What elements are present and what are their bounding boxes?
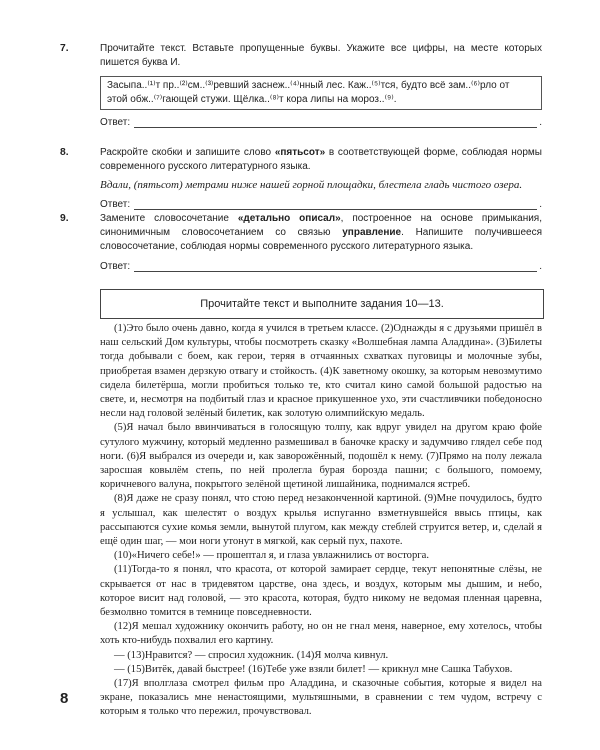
task-9-instruction bbox=[100, 212, 542, 254]
task-9-answer: Ответ: . bbox=[100, 261, 542, 272]
task-8-instruction-part-a: Раскройте скобки и запишите слово bbox=[100, 147, 275, 158]
task-7-instruction: Прочитайте текст. Вставьте пропущенные буквы. Укажите все цифры, на месте которых пишется буква И. bbox=[100, 43, 542, 68]
task-7-box-line-2: этой обж..⁽⁷⁾гающей стужи. Щёлка..⁽⁸⁾т кора липы на мороз..⁽⁹⁾. bbox=[107, 94, 397, 105]
task-9 bbox=[60, 212, 542, 274]
task-7 bbox=[60, 42, 542, 130]
task-7-answer-line[interactable] bbox=[134, 117, 537, 128]
task-8-answer: Ответ: . bbox=[100, 199, 542, 210]
task-8-instruction bbox=[100, 146, 542, 174]
task-7-box-line-1: Засыпа..⁽¹⁾т пр..⁽²⁾см..⁽³⁾ревший заснеж..⁽⁴⁾нный лес. Каж..⁽⁵⁾тся, будто всё зам..⁽⁶⁾рло от bbox=[107, 80, 510, 91]
paragraph: (5)Я начал было ввинчиваться в голосящую толпу, как вдруг увидел на другом краю фойе сутулого мужчину, который медленно размешивал в баночке краску и задумчиво глядел себе под ноги. (6)Я выбрался из очереди и, как заворожённый, подошёл к нему. (7)Прямо на полу лежала заросшая ковылём степь, по ней пролегла бурая борозда пашни; с большого, помоему, коричневого валуна, покрытого зелёной щетиной лишайника, поднимался ястреб. bbox=[100, 422, 542, 491]
task-8-instruction-part-b: в соответствующей форме, соблюдая нормы современного русского литературного языка. bbox=[100, 147, 542, 172]
task-7-text-box bbox=[100, 76, 542, 110]
task-8-answer-label: Ответ: bbox=[100, 199, 131, 210]
paragraph: — (15)Витёк, давай быстрее! (16)Тебе уже взяли билет! — крикнул мне Сашка Табухов. bbox=[114, 663, 513, 675]
paragraph: (12)Я мешал художнику окончить работу, но он не гнал меня, наверное, ему хотелось, чтобы хоть кто-нибудь похвалил его картину. bbox=[100, 621, 542, 647]
reading-text bbox=[100, 322, 542, 720]
task-8-instruction-bold: «пятьсот» bbox=[274, 147, 326, 158]
task-9-instruction-part-a: Замените словосочетание bbox=[100, 213, 238, 224]
task-7-answer-label: Ответ: bbox=[100, 117, 131, 128]
task-9-number: 9. bbox=[60, 213, 69, 224]
task-8-number: 8. bbox=[60, 147, 69, 158]
paragraph: (1)Это было очень давно, когда я учился в третьем классе. (2)Однажды я с друзьями пришёл в наш сельский Дом культуры, чтобы посмотреть сказку «Волшебная лампа Аладдина». (3)Билеты тогда добывали с боем, как герои, теряя в отчаянных схватках пуговицы и молочные зубы, приобретая взамен дерзкую отвагу и стойкость. (4)К заветному окошку, за которым невозмутимо сидела билетёрша, могли пробиться только те, кто считал кино самой большой радостью на свете, и, несмотря на подбитый глаз и красное прикушенное ухо, эти счастливчики победоносно несли над головой зелёный билетик, как золотую олимпийскую медаль. bbox=[100, 323, 542, 420]
task-8 bbox=[60, 146, 542, 212]
paragraph: (8)Я даже не сразу понял, что стою перед незаконченной картиной. (9)Мне почудилось, будто я услышал, как шелестят о воздух крылья испуганно взметнувшейся ввысь птицы, как рассыпаются сухие комья земли, вынутой плугом, как между стеблей струится ветер, и, сделай я ещё один шаг, — мои ноги утонут в мягкой, как серый пух, пахоте. bbox=[100, 493, 542, 548]
task-9-instruction-part-c: . Напишите получившееся словосочетание, соблюдая нормы современного русского литературного языка. bbox=[100, 227, 542, 252]
task-8-example: Вдали, (пятьсот) метрами ниже нашей горной площадки, блестела гладь чистого озера. bbox=[100, 179, 523, 191]
task-9-answer-label: Ответ: bbox=[100, 261, 131, 272]
task-7-answer: Ответ: . bbox=[100, 117, 542, 128]
section-header: Прочитайте текст и выполните задания 10—13. bbox=[100, 289, 544, 319]
task-8-answer-line[interactable] bbox=[134, 199, 537, 210]
paragraph: (10)«Ничего себе!» — прошептал я, и глаза увлажнились от восторга. bbox=[114, 550, 429, 562]
task-9-instruction-bold-2: управление bbox=[342, 227, 402, 238]
task-9-answer-line[interactable] bbox=[134, 261, 537, 272]
paragraph: (17)Я вполглаза смотрел фильм про Аладдина, и сказочные события, которые я видел на экране, показались мне ненастоящими, мультяшными, в сравнении с тем чудом, встречу с которым я только что пережил, прочувствовал. bbox=[100, 678, 542, 718]
paragraph: (11)Тогда-то я понял, что красота, от которой замирает сердце, текут непонятные слёзы, не скрывается от нас в тридевятом царстве, она здесь, и воздух, которым мы дышим, и небо, которое висит над головой, — это красота, которая, будто никому не ведомая пленная царевна, безмолвно томится в темнице повседневности. bbox=[100, 564, 542, 619]
task-7-number: 7. bbox=[60, 43, 69, 54]
task-9-instruction-bold-1: «детально описал» bbox=[237, 213, 341, 224]
task-9-instruction-part-b: , построенное на основе примыкания, синонимичным словосочетанием со связью bbox=[100, 213, 543, 238]
paragraph: — (13)Нравится? — спросил художник. (14)Я молча кивнул. bbox=[114, 649, 389, 661]
page-number: 8 bbox=[60, 690, 69, 707]
